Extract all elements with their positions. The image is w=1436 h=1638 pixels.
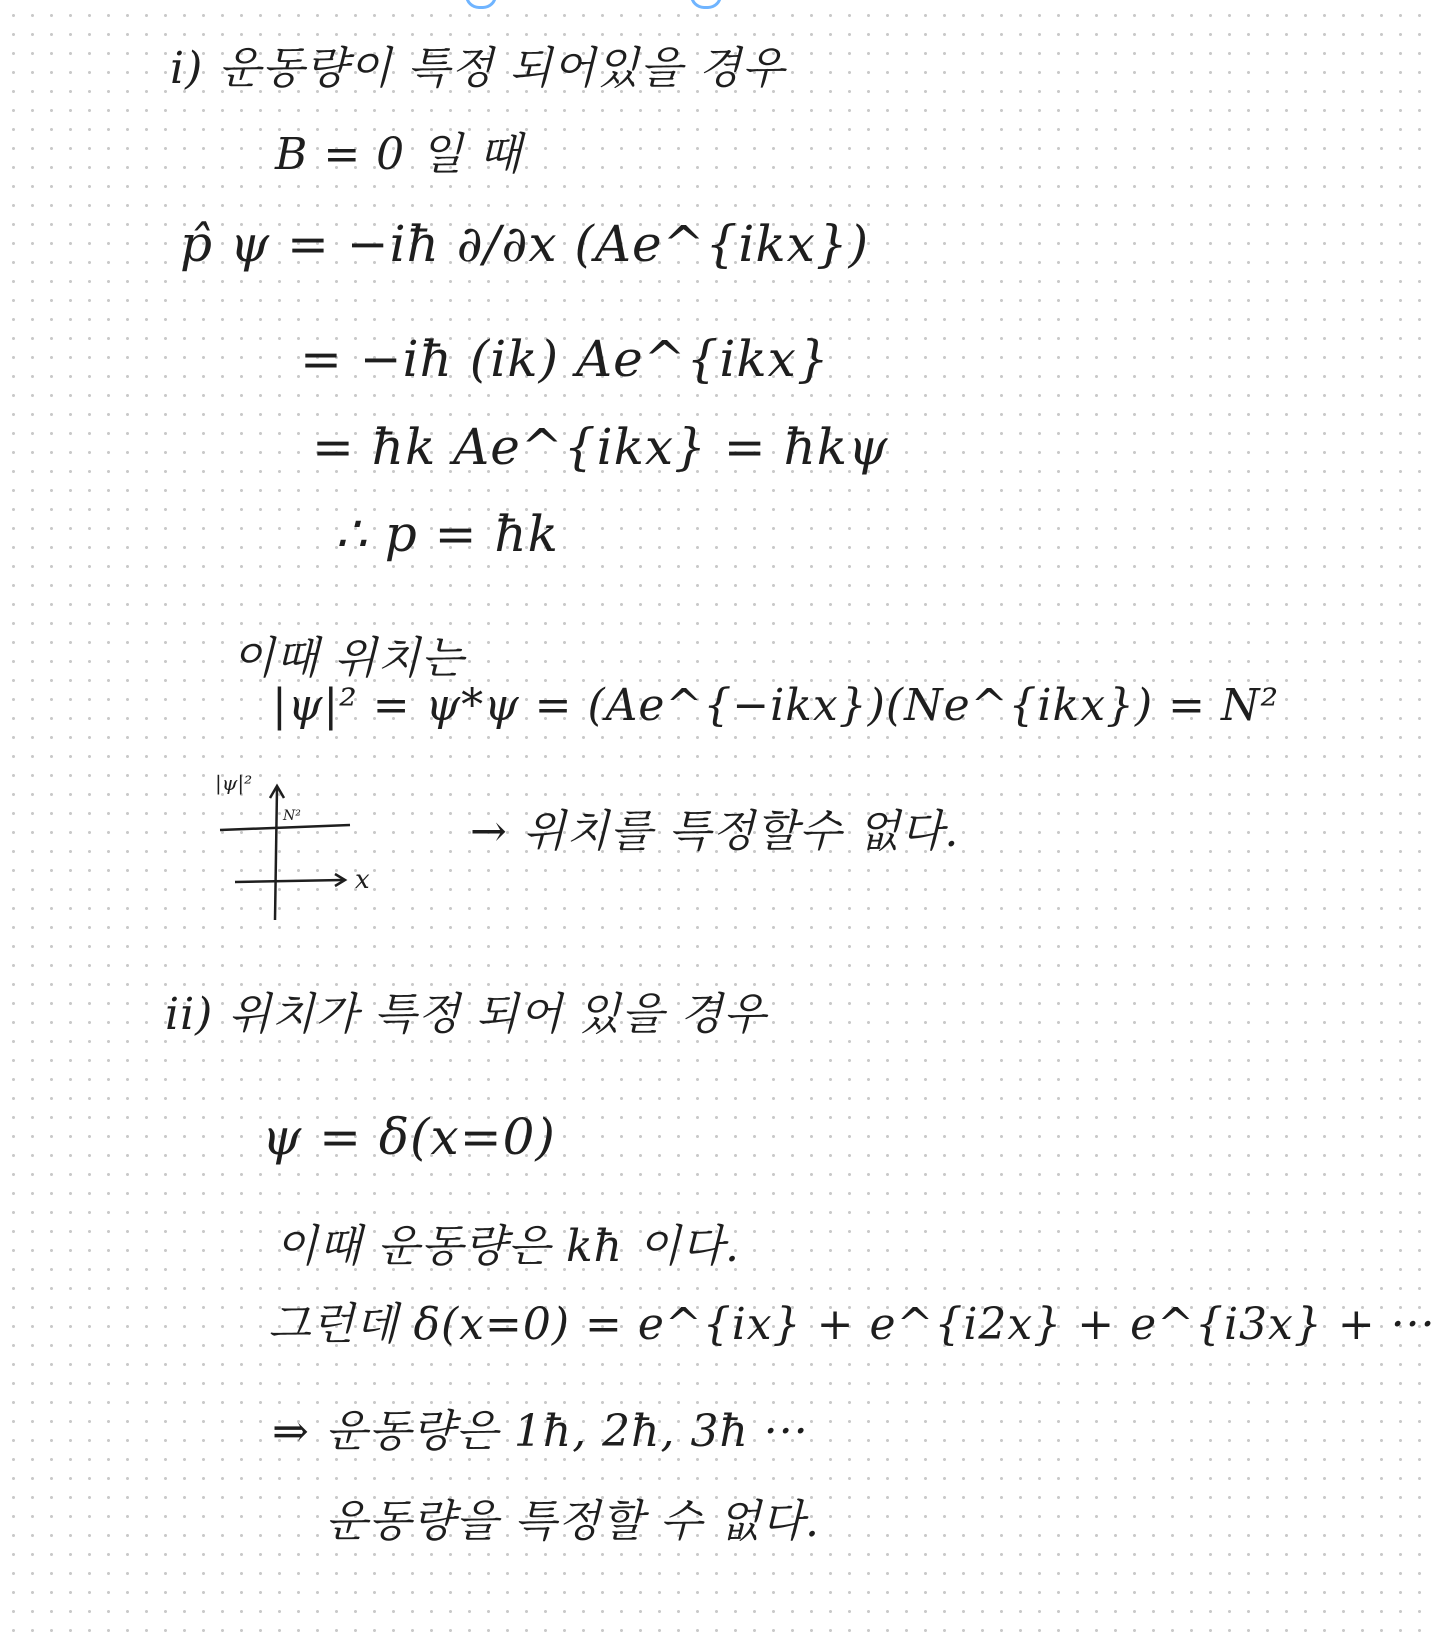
graph-ylabel: |ψ|² [215,771,253,795]
probability-density-graph [215,770,415,920]
probability-density-equation: |ψ|² = ψ*ψ = (Ae^{−ikx})(Ne^{ikx}) = N² [272,680,1280,731]
delta-function-equation: ψ = δ(x=0) [262,1108,556,1166]
momentum-operator-equation: p̂ ψ = −iħ ∂/∂x (Ae^{ikx}) [180,215,870,273]
toolbar-icon-fragment [690,0,722,9]
condition-line: B = 0 일 때 [275,129,523,180]
graph-x-axis [235,880,343,882]
graph-xlabel: x [355,865,370,895]
delta-expansion-equation: 그런데 δ(x=0) = e^{ix} + e^{i2x} + e^{i3x} + ··· [268,1299,1436,1350]
section1-conclusion: → 위치를 특정할수 없다. [470,806,960,857]
section1-heading: i) 운동량이 특정 되어있을 경우 [170,43,786,94]
momentum-values: ⇒ 운동량은 1ħ, 2ħ, 3ħ ··· [272,1406,809,1457]
section2-conclusion: 운동량을 특정할 수 없다. [325,1496,820,1547]
momentum-statement: 이때 운동량은 kħ 이다. [275,1221,740,1272]
derivation-result: = ħk Ae^{ikx} = ħkψ [312,418,889,476]
position-text: 이때 위치는 [232,633,465,684]
graph-level-label: N² [283,808,301,824]
toolbar-icon-fragment [465,0,497,9]
momentum-result: ∴ p = ħk [335,505,559,563]
section2-heading: ii) 위치가 특정 되어 있을 경우 [165,989,767,1040]
graph-y-axis [275,788,277,920]
top-toolbar-edge [0,0,1268,10]
derivation-step: = −iħ (ik) Ae^{ikx} [300,330,830,388]
graph-constant-level-line [220,825,350,830]
